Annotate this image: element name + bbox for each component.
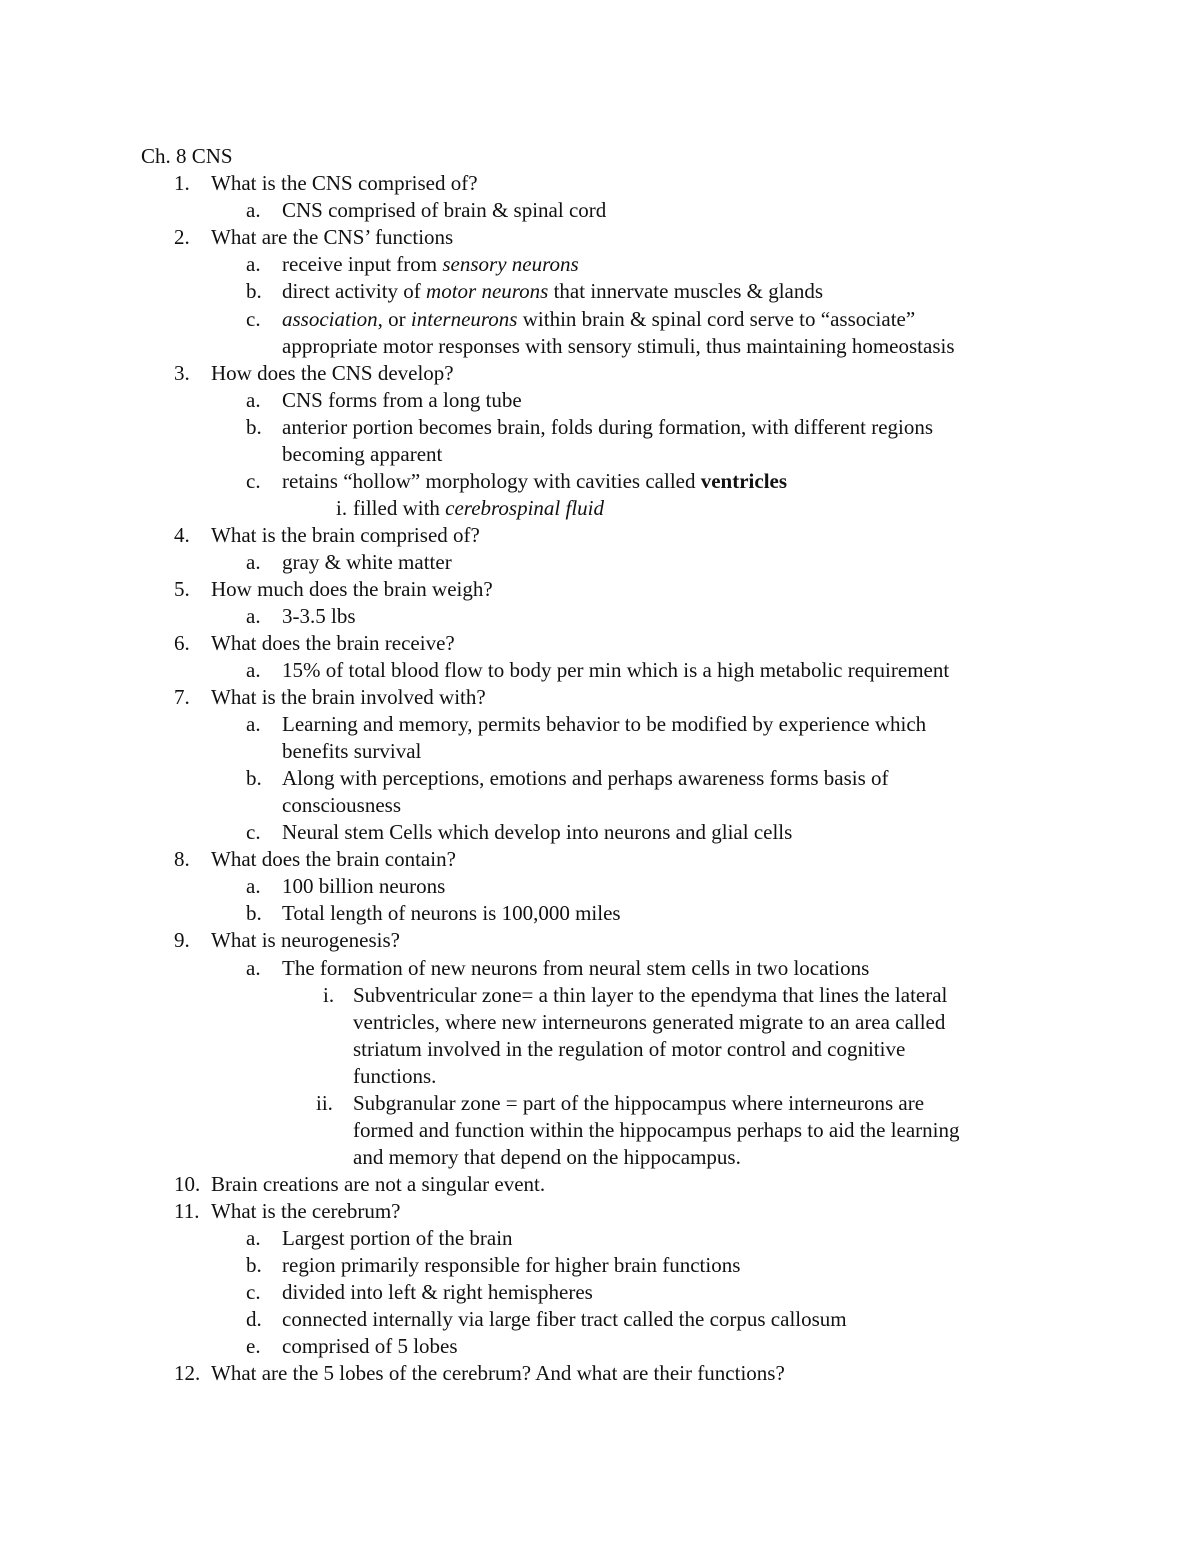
q2-a-label: a. <box>246 252 261 276</box>
q3-b-text: anterior portion becomes brain, folds during formation, with different regions <box>282 415 934 439</box>
q3-c-i-label: i. <box>336 496 348 520</box>
q7-c-text: Neural stem Cells which develop into neurons and glial cells <box>282 820 793 844</box>
q3-number: 3. <box>174 361 190 385</box>
q7-b-text: Along with perceptions, emotions and perhaps awareness forms basis of <box>282 766 889 790</box>
q12-number: 12. <box>174 1361 201 1385</box>
q8-a-label: a. <box>246 874 261 898</box>
q1-a-label: a. <box>246 198 261 222</box>
q6-a-label: a. <box>246 658 261 682</box>
q8-number: 8. <box>174 847 190 871</box>
q2-b-post: that innervate muscles & glands <box>548 279 824 303</box>
q11-number: 11. <box>174 1199 200 1223</box>
q9-number: 9. <box>174 928 190 952</box>
q2-c-em2: interneurons <box>410 307 518 331</box>
q10-text: Brain creations are not a singular event. <box>211 1172 546 1196</box>
q11-text: What is the cerebrum? <box>211 1199 401 1223</box>
q2-b-label: b. <box>246 279 262 303</box>
q7-c-label: c. <box>246 820 261 844</box>
q2-b-pre: direct activity of <box>282 279 427 303</box>
q2-c-label: c. <box>246 307 261 331</box>
q10-number: 10. <box>174 1172 201 1196</box>
q2-a-text <box>282 251 579 278</box>
q3-text: How does the CNS develop? <box>211 361 454 385</box>
q2-b-text <box>282 278 823 305</box>
q9-a-i-label: i. <box>323 983 335 1007</box>
q2-b-em: motor neurons <box>426 279 549 303</box>
q6-text: What does the brain receive? <box>211 631 455 655</box>
q3-c-text <box>282 468 787 495</box>
q11-e-text: comprised of 5 lobes <box>282 1334 458 1358</box>
q2-c-line2: appropriate motor responses with sensory stimuli, thus maintaining homeostasis <box>282 334 955 358</box>
q11-e-label: e. <box>246 1334 261 1358</box>
q9-a-ii-label: ii. <box>316 1091 333 1115</box>
q5-number: 5. <box>174 577 190 601</box>
q5-a-text: 3-3.5 lbs <box>282 604 356 628</box>
q11-c-text: divided into left & right hemispheres <box>282 1280 593 1304</box>
q4-a-text: gray & white matter <box>282 550 452 574</box>
q7-number: 7. <box>174 685 190 709</box>
q11-d-label: d. <box>246 1307 262 1331</box>
q2-c-post: within brain & spinal cord serve to “associate” <box>517 307 916 331</box>
q3-c-strong: ventricles <box>700 469 788 493</box>
q5-a-label: a. <box>246 604 261 628</box>
q2-c-em1: association <box>282 307 378 331</box>
q7-b-label: b. <box>246 766 262 790</box>
q3-c-label: c. <box>246 469 261 493</box>
document-title: Ch. 8 CNS <box>141 144 233 168</box>
q8-text: What does the brain contain? <box>211 847 456 871</box>
q3-b-label: b. <box>246 415 262 439</box>
q6-number: 6. <box>174 631 190 655</box>
q2-c-mid: , or <box>377 307 411 331</box>
q7-a-text: Learning and memory, permits behavior to be modified by experience which <box>282 712 927 736</box>
q3-a-label: a. <box>246 388 261 412</box>
q11-b-text: region primarily responsible for higher brain functions <box>282 1253 741 1277</box>
q12-text: What are the 5 lobes of the cerebrum? And what are their functions? <box>211 1361 785 1385</box>
q1-a-text: CNS comprised of brain & spinal cord <box>282 198 607 222</box>
q7-b-line2: consciousness <box>282 793 401 817</box>
q7-text: What is the brain involved with? <box>211 685 486 709</box>
q3-c-i-pre: filled with <box>353 496 446 520</box>
q11-a-text: Largest portion of the brain <box>282 1226 513 1250</box>
q9-a-i-line3: striatum involved in the regulation of motor control and cognitive <box>353 1037 906 1061</box>
q9-a-label: a. <box>246 956 261 980</box>
q11-d-text: connected internally via large fiber tract called the corpus callosum <box>282 1307 847 1331</box>
q4-a-label: a. <box>246 550 261 574</box>
q3-c-i-text <box>353 495 604 522</box>
q8-a-text: 100 billion neurons <box>282 874 446 898</box>
q8-b-text: Total length of neurons is 100,000 miles <box>282 901 621 925</box>
q11-a-label: a. <box>246 1226 261 1250</box>
q9-a-ii-line3: and memory that depend on the hippocampus. <box>353 1145 741 1169</box>
q4-text: What is the brain comprised of? <box>211 523 480 547</box>
q1-text: What is the CNS comprised of? <box>211 171 478 195</box>
q11-c-label: c. <box>246 1280 261 1304</box>
q9-a-i-line1: Subventricular zone= a thin layer to the ependyma that lines the lateral <box>353 983 948 1007</box>
q9-a-ii-line1: Subgranular zone = part of the hippocampus where interneurons are <box>353 1091 925 1115</box>
q6-a-text: 15% of total blood flow to body per min which is a high metabolic requirement <box>282 658 950 682</box>
q9-a-text: The formation of new neurons from neural stem cells in two locations <box>282 956 870 980</box>
q4-number: 4. <box>174 523 190 547</box>
q3-c-pre: retains “hollow” morphology with cavities called <box>282 469 701 493</box>
q8-b-label: b. <box>246 901 262 925</box>
q2-a-pre: receive input from <box>282 252 443 276</box>
q3-c-i-em: cerebrospinal fluid <box>445 496 604 520</box>
q9-a-ii-line2: formed and function within the hippocampus perhaps to aid the learning <box>353 1118 960 1142</box>
q11-b-label: b. <box>246 1253 262 1277</box>
q7-a-label: a. <box>246 712 261 736</box>
q7-a-line2: benefits survival <box>282 739 422 763</box>
q2-text: What are the CNS’ functions <box>211 225 454 249</box>
q2-number: 2. <box>174 225 190 249</box>
q9-a-i-line2: ventricles, where new interneurons generated migrate to an area called <box>353 1010 946 1034</box>
q5-text: How much does the brain weigh? <box>211 577 493 601</box>
q3-b-line2: becoming apparent <box>282 442 443 466</box>
q9-text: What is neurogenesis? <box>211 928 400 952</box>
q2-c-text <box>282 306 915 333</box>
q1-number: 1. <box>174 171 190 195</box>
q9-a-i-line4: functions. <box>353 1064 437 1088</box>
q3-a-text: CNS forms from a long tube <box>282 388 522 412</box>
q2-a-em: sensory neurons <box>442 252 579 276</box>
